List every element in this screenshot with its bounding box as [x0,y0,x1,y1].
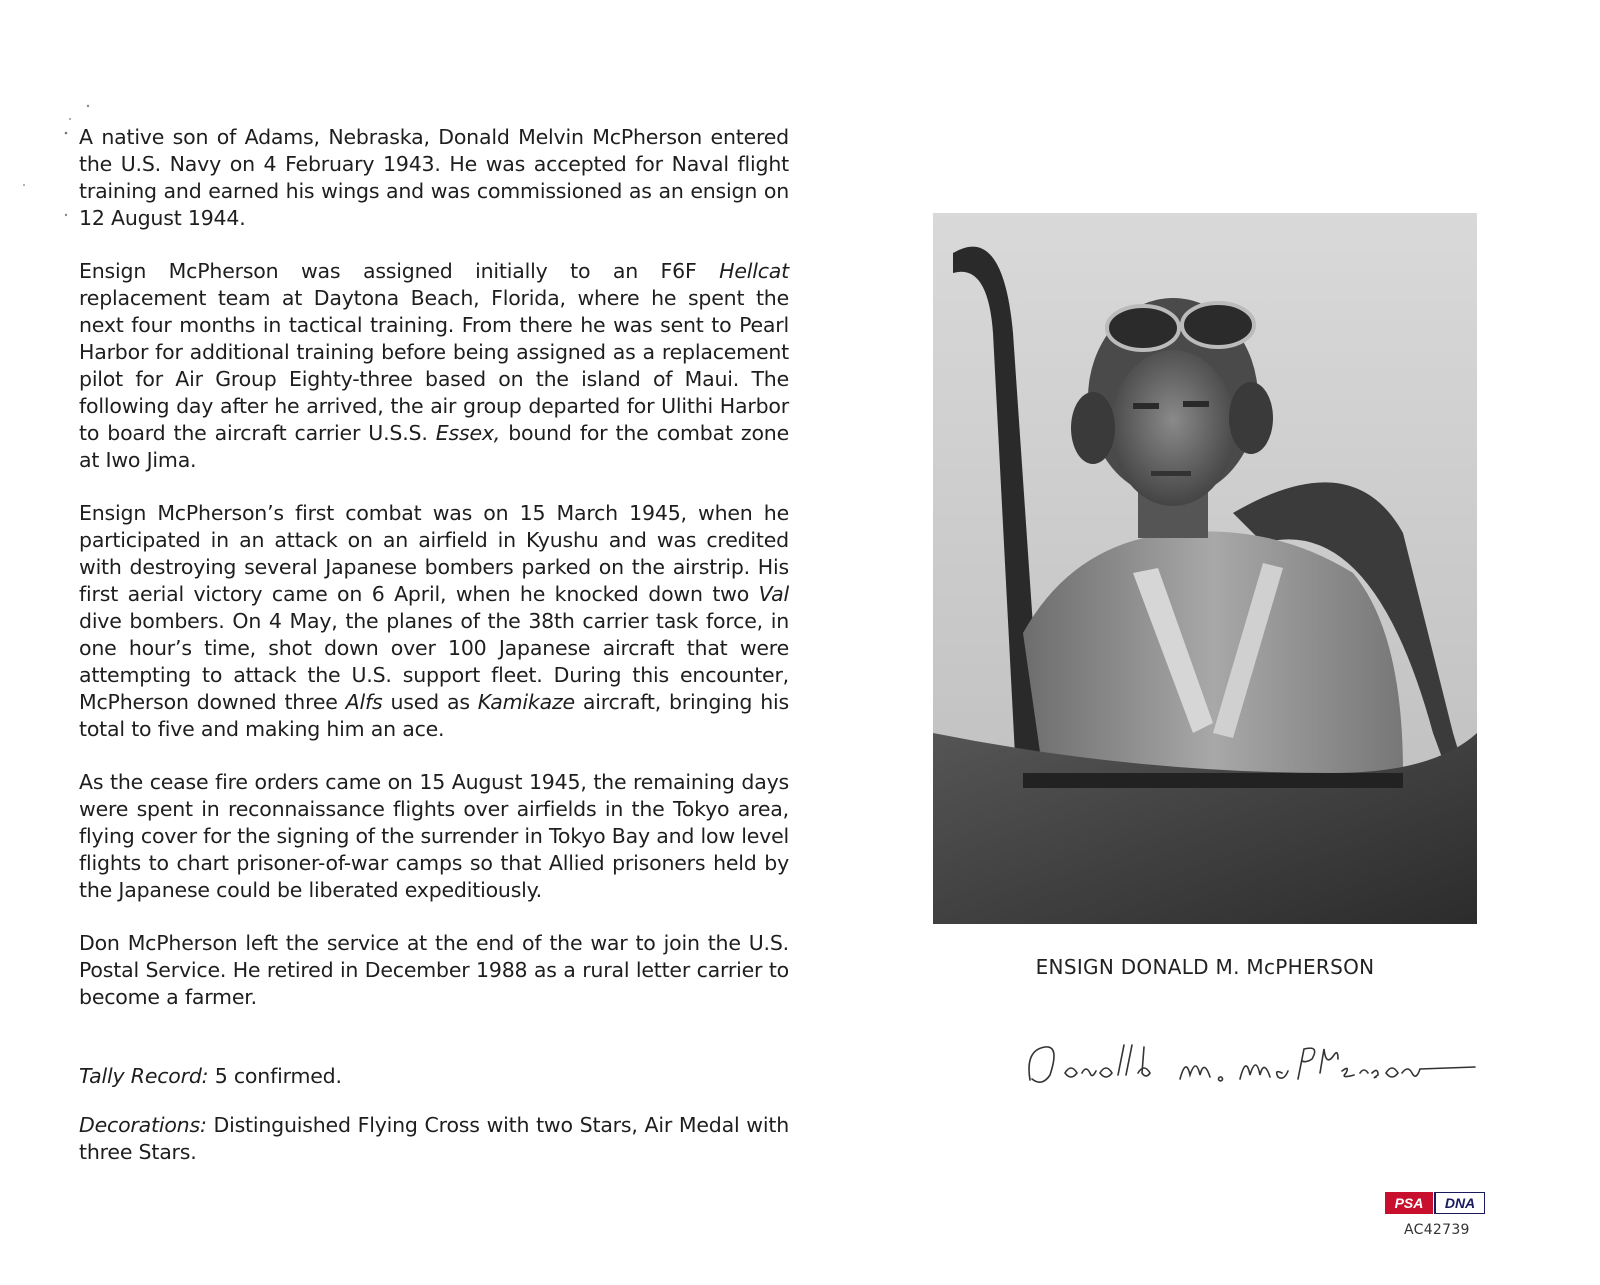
term-kamikaze: Kamikaze [477,690,575,714]
psa-dna-logo [1385,1192,1485,1214]
bio-paragraph-combat: Ensign McPherson’s first combat was on 15 March 1945, when he participated in an attack on an airfield in Kyushu and was credited with destroying several Japanese bombers parked on the airstrip. His first aerial victory came on 6 April, when he knocked down two Val dive bombers. On 4 May, the planes of the 38th carrier task force, in one hour’s time, shot down over 100 Japanese aircraft that were attempting to attack the U.S. support fleet. During this encounter, McPherson downed three Alfs used as Kamikaze aircraft, bringing his total to five and making him an ace. [79,501,789,741]
bio-paragraph-cease-fire: As the cease fire orders came on 15 August 1945, the remaining days were spent in reconnaissance flights over airfields in the Tokyo area, flying cover for the signing of the surrender in Tokyo Bay and low level flights to chart prisoner-of-war camps so that Allied prisoners held by the Japanese could be liberated expeditiously. [79,770,789,902]
aircraft-name-val: Val [758,582,789,606]
biography-text [79,124,789,1192]
psa-logo-text: PSA [1394,1195,1424,1211]
decorations-label: Decorations: [79,1113,207,1137]
tally-value: 5 confirmed. [208,1064,342,1088]
bio-paragraph-postwar: Don McPherson left the service at the end of the war to join the U.S. Postal Service. He retired in December 1988 as a rural letter carrier to become a farmer. [79,931,789,1009]
ship-name-essex: Essex, [435,421,501,445]
autograph-signature [1020,1035,1480,1095]
decorations [79,1112,789,1166]
bio-paragraph-enlistment: A native son of Adams, Nebraska, Donald Melvin McPherson entered the U.S. Navy on 4 February 1943. He was accepted for Naval flight training and earned his wings and was commissioned as an ensign on 12 August 1944. [79,125,789,230]
certificate-number: AC42739 [1404,1222,1470,1238]
dna-logo-text: DNA [1444,1195,1476,1211]
tally-record [79,1063,789,1090]
photo-caption: ENSIGN DONALD M. McPHERSON [1035,955,1375,979]
aircraft-name-alfs: Alfs [345,690,383,714]
decorations-value: Distinguished Flying Cross with two Stars, Air Medal with three Stars. [79,1113,789,1164]
pilot-portrait-photo [933,213,1477,924]
aircraft-name-hellcat: Hellcat [719,259,789,283]
tally-label: Tally Record: [79,1064,209,1088]
bio-paragraph-assignment: Ensign McPherson was assigned initially to an F6F Hellcat replacement team at Daytona Beach, Florida, where he spent the next four months in tactical training. From there he was sent to Pearl Harbor for additional training before being assigned as a replacement pilot for Air Group Eighty-three based on the island of Maui. The following day after he arrived, the air group departed for Ulithi Harbor to board the aircraft carrier U.S.S. Essex, bound for the combat zone at Iwo Jima. [79,259,789,472]
cockpit-photo-illustration [933,213,1477,924]
